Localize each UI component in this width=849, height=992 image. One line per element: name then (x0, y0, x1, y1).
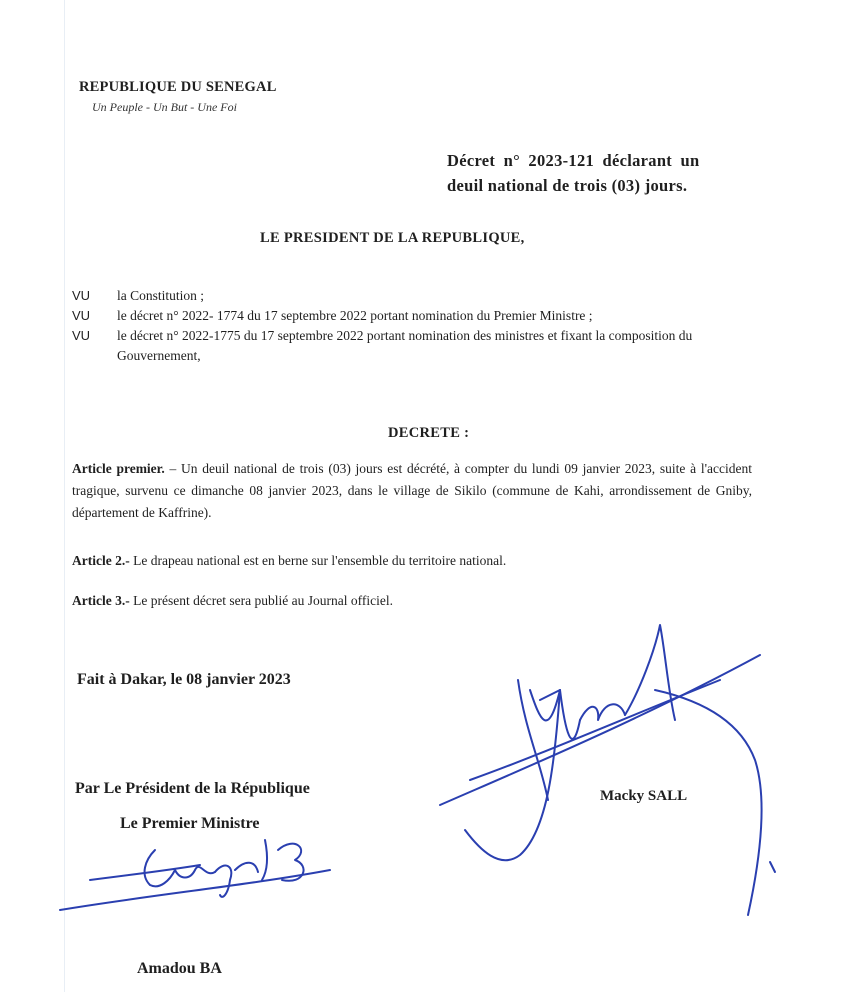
countersign-label: Par Le Président de la République (75, 780, 310, 797)
vu-key: VU (72, 308, 91, 323)
vu-key: VU (72, 288, 91, 303)
article-text: Le drapeau national est en berne sur l'ensemble du territoire national. (129, 553, 507, 568)
decree-title-line-1: Décret n° 2023-121 déclarant un (447, 151, 700, 170)
decrete-heading: DECRETE : (388, 425, 470, 441)
president-signature (440, 625, 775, 915)
article-text: Le présent décret sera publié au Journal officiel. (129, 593, 393, 608)
vu-key: VU (72, 328, 91, 343)
article-label: Article premier. (72, 461, 165, 476)
article-label: Article 3.- (72, 593, 130, 608)
prime-minister-name: Amadou BA (137, 960, 222, 977)
vu-text: le décret n° 2022-1775 du 17 septembre 2022 portant nomination des ministres et fixant la composition du Gouvernement, (117, 328, 693, 363)
president-name: Macky SALL (600, 788, 688, 804)
decree-title-line-2: deuil national de trois (03) jours. (447, 176, 688, 195)
article-text: – Un deuil national de trois (03) jours est décrété, à compter du lundi 09 janvier 2023, suite à l'accident tragique, survenu ce dimanche 08 janvier 2023, dans le village de Sikilo (commune de Kahi, arrondissement de Gniby, département de Kaffrine). (72, 461, 752, 520)
prime-minister-signature (60, 840, 330, 910)
country-name: REPUBLIQUE DU SENEGAL (79, 79, 277, 95)
article-label: Article 2.- (72, 553, 130, 568)
vu-text: le décret n° 2022- 1774 du 17 septembre 2022 portant nomination du Premier Ministre ; (117, 308, 593, 323)
vu-text: la Constitution ; (117, 288, 205, 303)
place-date: Fait à Dakar, le 08 janvier 2023 (77, 671, 291, 688)
national-motto: Un Peuple - Un But - Une Foi (92, 100, 237, 114)
president-heading: LE PRESIDENT DE LA REPUBLIQUE, (260, 230, 525, 246)
prime-minister-title: Le Premier Ministre (120, 815, 260, 832)
